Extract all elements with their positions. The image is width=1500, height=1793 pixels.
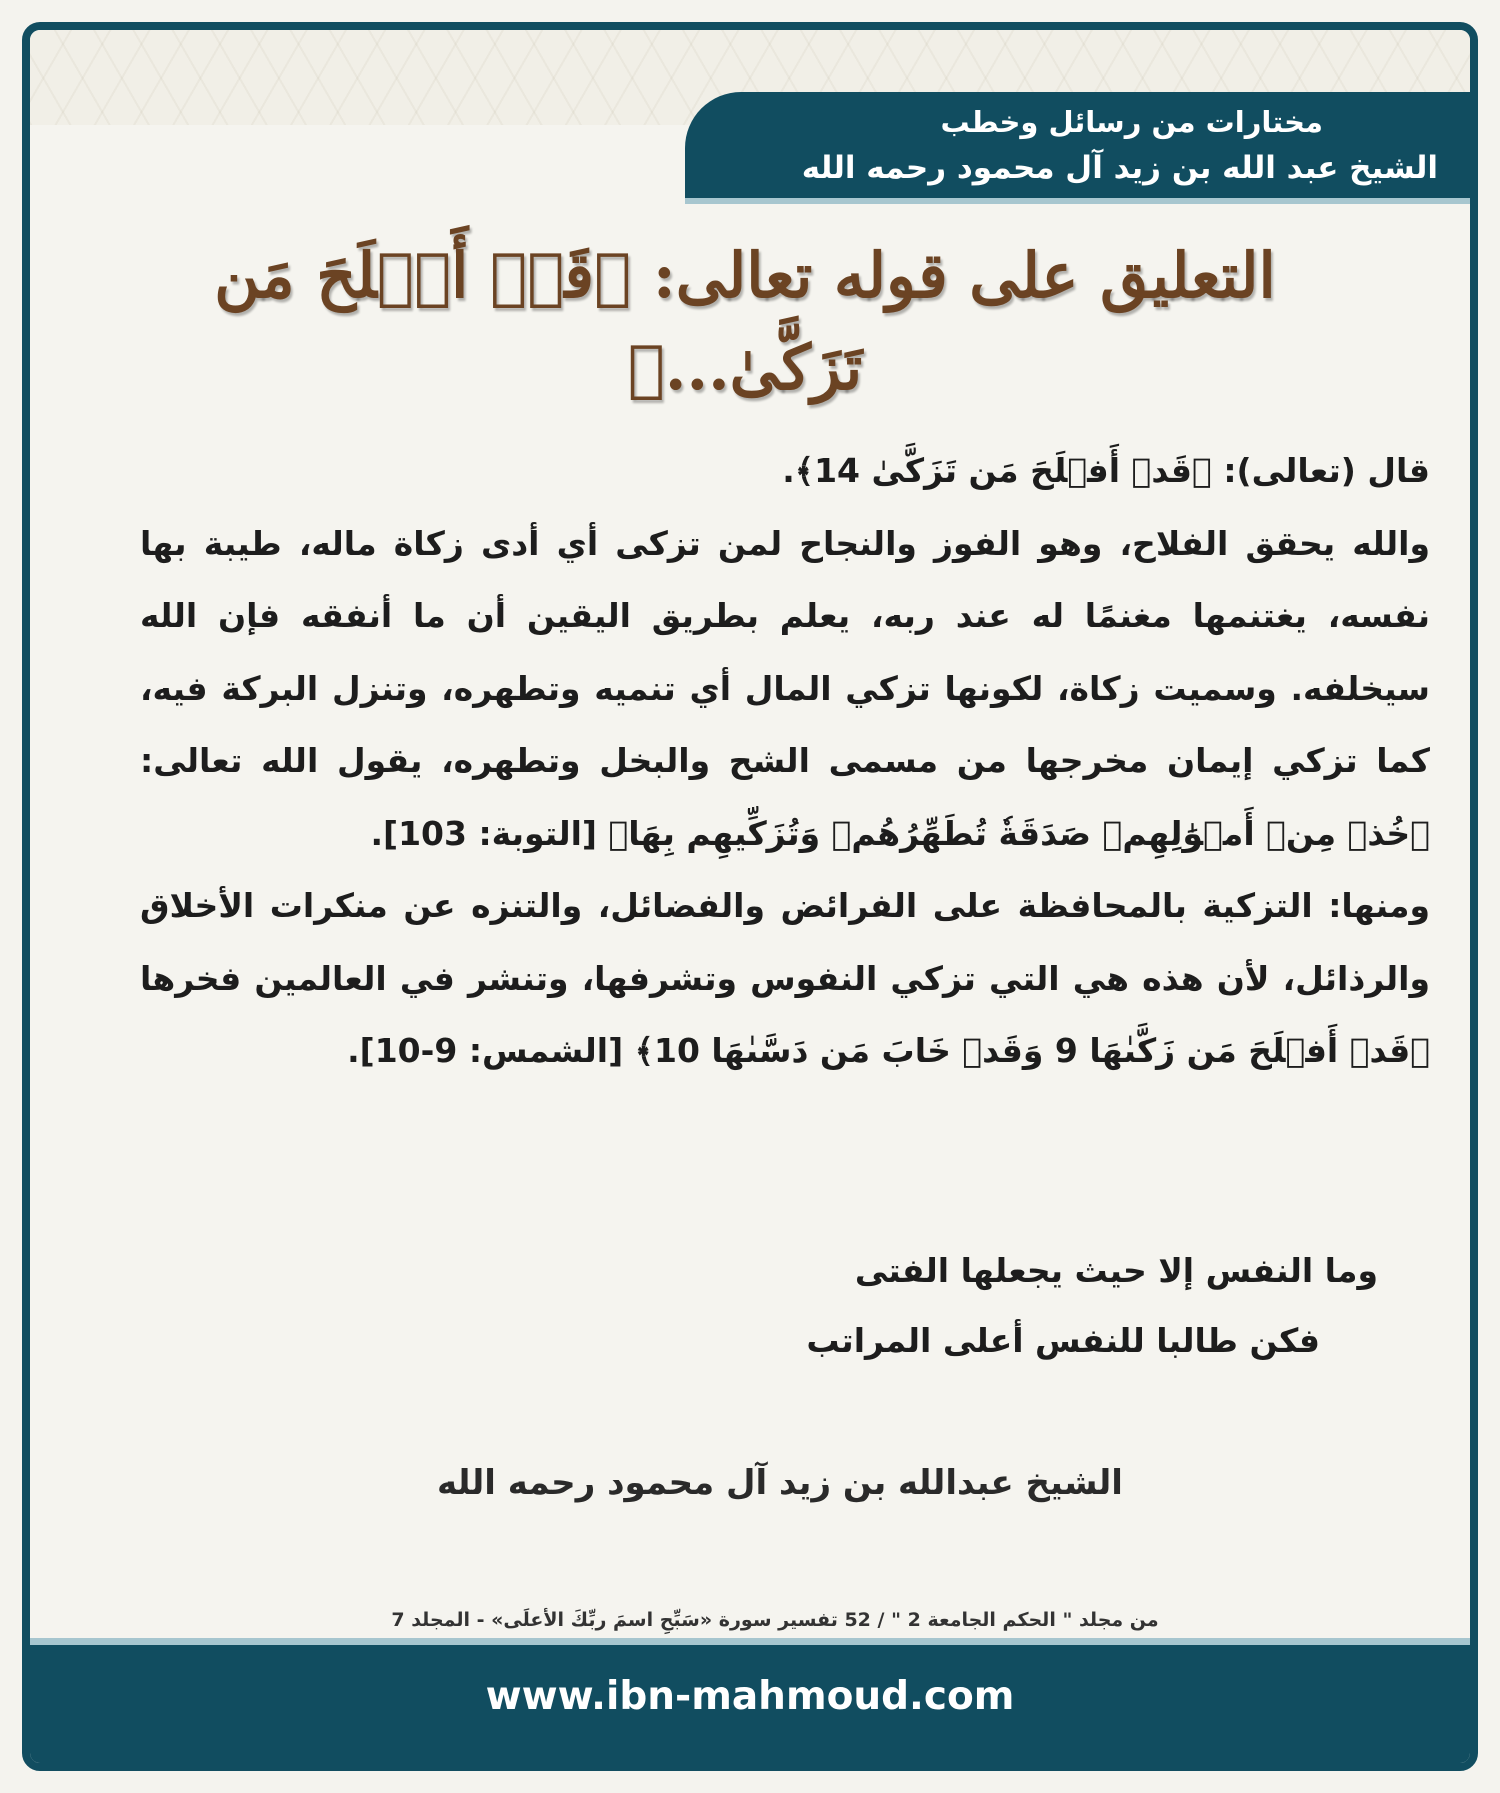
- header-author-name: الشيخ عبد الله بن زيد آل محمود رحمه الله: [801, 150, 1438, 186]
- footer-accent-stripe: [30, 1638, 1470, 1645]
- paragraph-tazkiya: ومنها: التزكية بالمحافظة على الفرائض والفضائل، والتنزه عن منكرات الأخلاق والرذائل، لأن هذه هي التي تزكي النفوس وتشرفها، وتنشر في العالمين فخرها ﴿قَدۡ أَفۡلَحَ مَن زَكَّىٰهَا 9 وَقَدۡ خَابَ مَن دَسَّىٰهَا 10﴾ [الشمس: 9-10].: [140, 886, 1430, 1070]
- paragraph-zakat: والله يحقق الفلاح، وهو الفوز والنجاح لمن تزكى أي أدى زكاة ماله، طيبة بها نفسه، يغتنمها مغنمًا له عند ربه، يعلم بطريق اليقين أن ما أنفقه فإن الله سيخلفه. وسميت زكاة، لكونها تزكي المال أي تنميه وتطهره، وتنزل البركة فيه، كما تزكي إيمان مخرجها من مسمى الشح والبخل وتطهره، يقول الله تعالى: ﴿خُذۡ مِنۡ أَمۡوَٰلِهِمۡ صَدَقَةٗ تُطَهِّرُهُمۡ وَتُزَكِّيهِم بِهَا﴾ [التوبة: 103].: [140, 523, 1430, 853]
- author-signature: الشيخ عبدالله بن زيد آل محمود رحمه الله: [437, 1463, 1123, 1503]
- source-citation: من مجلد " الحكم الجامعة 2 " / 52 تفسير سورة «سَبِّحِ اسمَ ربِّكَ الأعلَى» - المجلد 7: [391, 1609, 1159, 1631]
- poem-line-2: فكن طالبا للنفس أعلى المراتب: [806, 1321, 1320, 1360]
- article-body: [140, 435, 1430, 1088]
- paragraph-verse-intro: قال (تعالى): ﴿قَدۡ أَفۡلَحَ مَن تَزَكَّىٰ 14﴾.: [782, 451, 1430, 490]
- website-link[interactable]: www.ibn-mahmoud.com: [485, 1673, 1015, 1719]
- header-banner: [685, 92, 1470, 204]
- footer-bar: [30, 1645, 1470, 1763]
- poem-line-1: وما النفس إلا حيث يجعلها الفتى: [854, 1251, 1378, 1290]
- poster-frame: [22, 22, 1478, 1771]
- article-title: التعليق على قوله تعالى: ﴿قَدۡ أَفۡلَحَ مَن تَزَكَّىٰ...﴾: [214, 239, 1276, 404]
- header-series-title: مختارات من رسائل وخطب: [940, 105, 1323, 139]
